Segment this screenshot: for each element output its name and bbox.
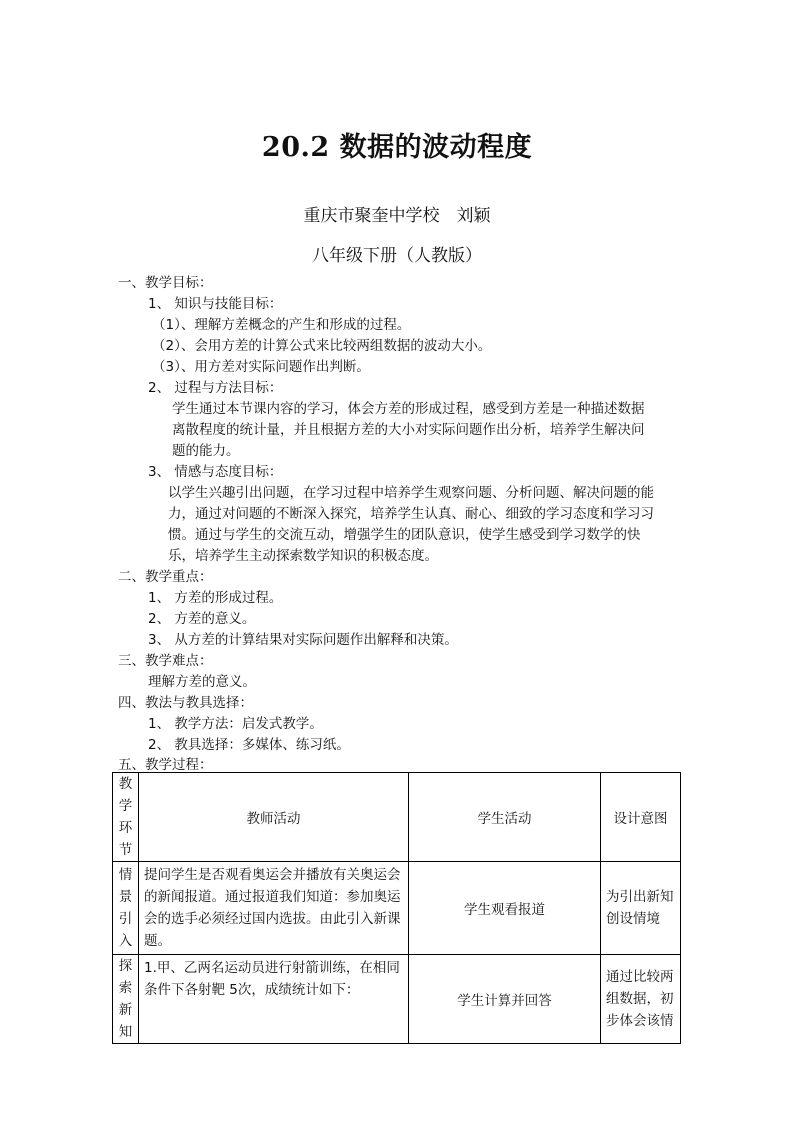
- table-row: [113, 862, 681, 955]
- section-heading-key-points: 二、教学重点：: [118, 569, 213, 585]
- key-point-3: 3、 从方差的计算结果对实际问题作出解释和决策。: [148, 632, 458, 648]
- edition-line: 八年级下册（人教版）: [312, 246, 482, 266]
- document-title: 20.2 数据的波动程度: [261, 132, 533, 163]
- teaching-process-table: [112, 772, 681, 1044]
- method-1: 1、 教学方法：启发式教学。: [148, 716, 323, 732]
- header-stage: 教学环节: [113, 773, 139, 862]
- key-point-1: 1、 方差的形成过程。: [148, 590, 283, 606]
- table-row: [113, 955, 681, 1044]
- header-design-intent: 设计意图: [601, 773, 681, 862]
- row-2-teacher-activity: 1.甲、乙两名运动员进行射箭训练，在相同条件下各射靶 5次，成绩统计如下：: [139, 955, 409, 1044]
- objective-3-line-3: 惯。通过与学生的交流互动，增强学生的团队意识，使学生感受到学习数学的快: [168, 527, 641, 543]
- difficulty-1: 理解方差的意义。: [148, 674, 256, 690]
- key-point-2: 2、 方差的意义。: [148, 611, 256, 627]
- objective-3-line-2: 力，通过对问题的不断深入探究，培养学生认真、耐心、细致的学习态度和学习习: [168, 506, 654, 522]
- row-1-design-intent: 为引出新知创设情境: [601, 862, 681, 955]
- row-2-design-intent: 通过比较两组数据，初步体会该情: [601, 955, 681, 1044]
- objective-2-line-2: 离散程度的统计量，并且根据方差的大小对实际问题作出分析，培养学生解决问: [172, 422, 645, 438]
- objective-1c: （3）、用方差对实际问题作出判断。: [152, 359, 370, 375]
- objective-3-line-4: 乐，培养学生主动探索数学知识的积极态度。: [168, 548, 438, 564]
- section-heading-objectives: 一、教学目标：: [118, 275, 213, 291]
- objective-1-heading: 1、 知识与技能目标：: [148, 296, 283, 312]
- row-1-student-activity: 学生观看报道: [409, 862, 601, 955]
- objective-3-heading: 3、 情感与态度目标：: [148, 464, 283, 480]
- row-2-stage: 探索新知: [113, 955, 139, 1044]
- section-heading-difficulty: 三、教学难点：: [118, 653, 213, 669]
- objective-1a: （1）、理解方差概念的产生和形成的过程。: [152, 317, 411, 333]
- header-student-activity: 学生活动: [409, 773, 601, 862]
- method-2: 2、 教具选择：多媒体、练习纸。: [148, 737, 350, 753]
- row-2-student-activity: 学生计算并回答: [409, 955, 601, 1044]
- row-1-stage: 情景引入: [113, 862, 139, 955]
- section-heading-process: 五、教学过程：: [118, 757, 213, 773]
- objective-2-heading: 2、 过程与方法目标：: [148, 380, 283, 396]
- row-1-teacher-activity: 提问学生是否观看奥运会并播放有关奥运会的新闻报道。通过报道我们知道：参加奥运会的选手必须经过国内选拔。由此引入新课题。: [139, 862, 409, 955]
- author-line: 重庆市聚奎中学校 刘颖: [303, 206, 491, 226]
- objective-2-line-3: 题的能力。: [172, 443, 240, 459]
- table-header-row: [113, 773, 681, 862]
- objective-1b: （2）、会用方差的计算公式来比较两组数据的波动大小。: [152, 338, 492, 354]
- section-heading-methods: 四、教法与教具选择：: [118, 695, 253, 711]
- objective-3-line-1: 以学生兴趣引出问题，在学习过程中培养学生观察问题、分析问题、解决问题的能: [168, 485, 654, 501]
- objective-2-line-1: 学生通过本节课内容的学习，体会方差的形成过程，感受到方差是一种描述数据: [172, 401, 645, 417]
- header-teacher-activity: 教师活动: [139, 773, 409, 862]
